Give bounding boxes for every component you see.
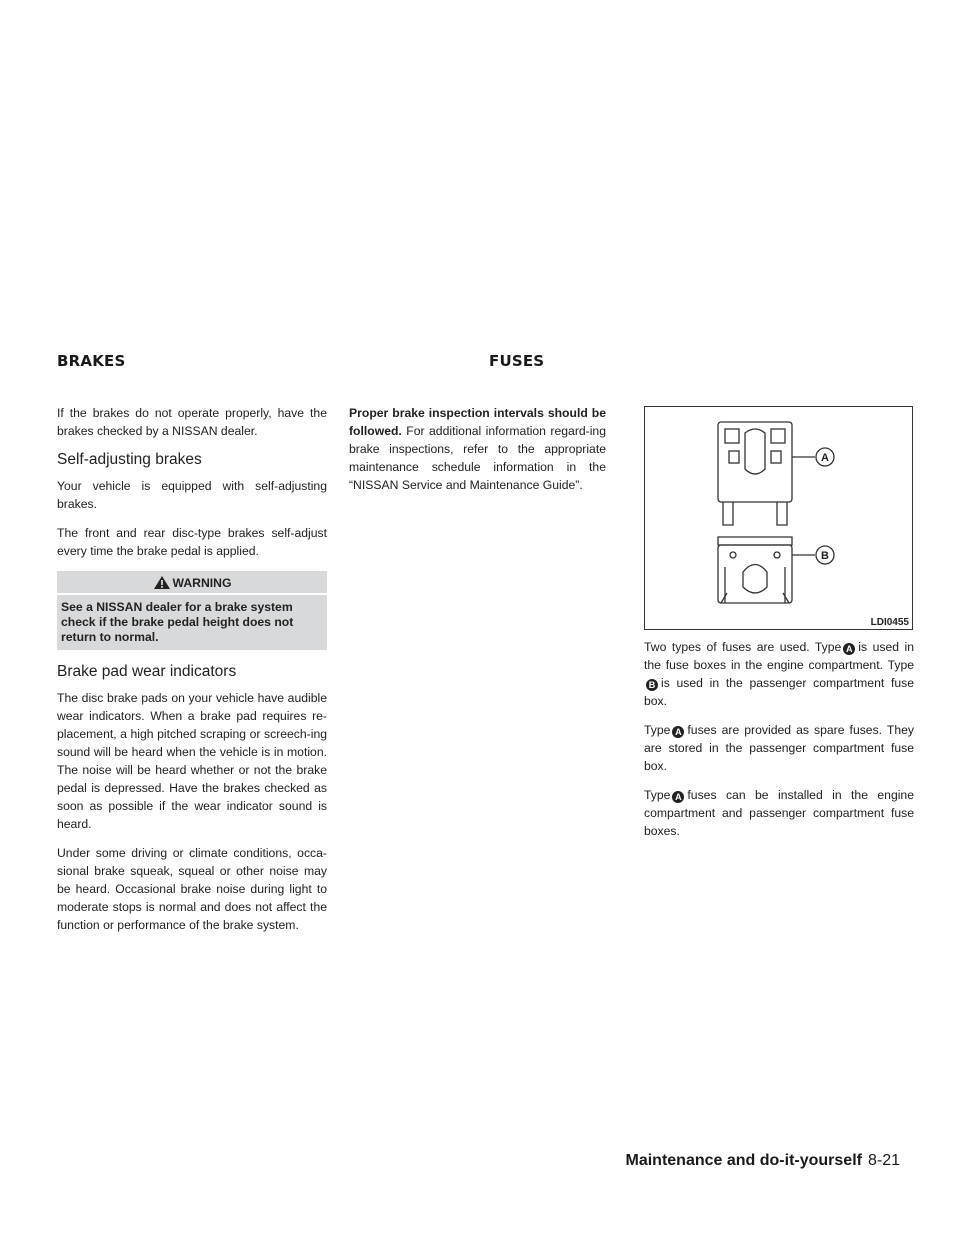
inspection-rest: For additional information regard-ing brake inspections, refer to the appropriate maintenance schedule information in the “NISSAN Service and Maintenance Guide”. (349, 424, 606, 492)
inspection-paragraph (349, 404, 606, 494)
page-number: 8-21 (867, 1152, 900, 1169)
self-adjusting-title: Self-adjusting brakes (57, 451, 202, 468)
self-adjusting-p2: The front and rear disc-type brakes self-adjust every time the brake pedal is applied. (57, 526, 327, 558)
fuses-p3 (644, 786, 914, 840)
brakes-column-2 (349, 404, 606, 505)
figure-label-a: A (821, 452, 829, 464)
fuses-heading: FUSES (489, 352, 545, 370)
type-a-badge: A (843, 643, 855, 655)
brakes-heading: BRAKES (57, 352, 126, 370)
warning-text: See a NISSAN dealer for a brake system check if the brake pedal height does not return to normal. (61, 600, 294, 644)
warning-header (57, 571, 327, 595)
type-a-badge: A (672, 791, 684, 803)
fuses-p3-t1: Type (644, 788, 671, 802)
brakes-column-1 (57, 404, 327, 945)
self-adjusting-p1: Your vehicle is equipped with self-adjusting brakes. (57, 479, 327, 511)
figure-code: LDI0455 (870, 617, 909, 628)
fuse-figure (644, 406, 913, 630)
brakes-intro: If the brakes do not operate properly, have the brakes checked by a NISSAN dealer. (57, 406, 327, 438)
pad-wear-p2: Under some driving or climate conditions, occa-sional brake squeak, squeal or other noise may be heard. Occasional brake noise during light to moderate stops is normal and does not affect the function or performance of the brake system. (57, 846, 327, 932)
fuses-p2-t2: fuses are provided as spare fuses. They are stored in the passenger compartment fuse box. (644, 723, 914, 773)
inspection-bold: Proper brake inspection intervals should be followed. (349, 406, 606, 438)
fuses-p3-t2: fuses can be installed in the engine compartment and passenger compartment fuse boxes. (644, 788, 914, 838)
fuses-column (644, 638, 914, 851)
fuses-p2 (644, 721, 914, 775)
fuses-p1-t3: is used in the passenger compartment fuse box. (644, 676, 914, 708)
type-b-badge: B (646, 679, 658, 691)
pad-wear-title: Brake pad wear indicators (57, 663, 237, 680)
type-a-badge: A (672, 726, 684, 738)
warning-title: WARNING (172, 576, 232, 590)
page-footer (626, 1152, 901, 1170)
warning-icon (153, 575, 171, 590)
fuses-p2-t1: Type (644, 723, 671, 737)
warning-box (57, 571, 327, 650)
pad-wear-p1: The disc brake pads on your vehicle have audible wear indicators. When a brake pad requires re-placement, a high pitched scraping or screech-ing sound will be heard when the vehicle is in motion. The noise will be heard whether or not the brake pedal is depressed. Have the brakes checked as soon as possible if the wear indicator sound is heard. (57, 691, 327, 831)
footer-title: Maintenance and do-it-yourself (625, 1152, 862, 1169)
fuses-p1 (644, 638, 914, 710)
fuses-p1-t1: Two types of fuses are used. Type (644, 640, 842, 654)
fuse-illustration (645, 407, 912, 629)
fuses-p1-t2: is used in the fuse boxes in the engine compartment. Type (644, 640, 914, 672)
figure-label-b: B (821, 550, 829, 562)
